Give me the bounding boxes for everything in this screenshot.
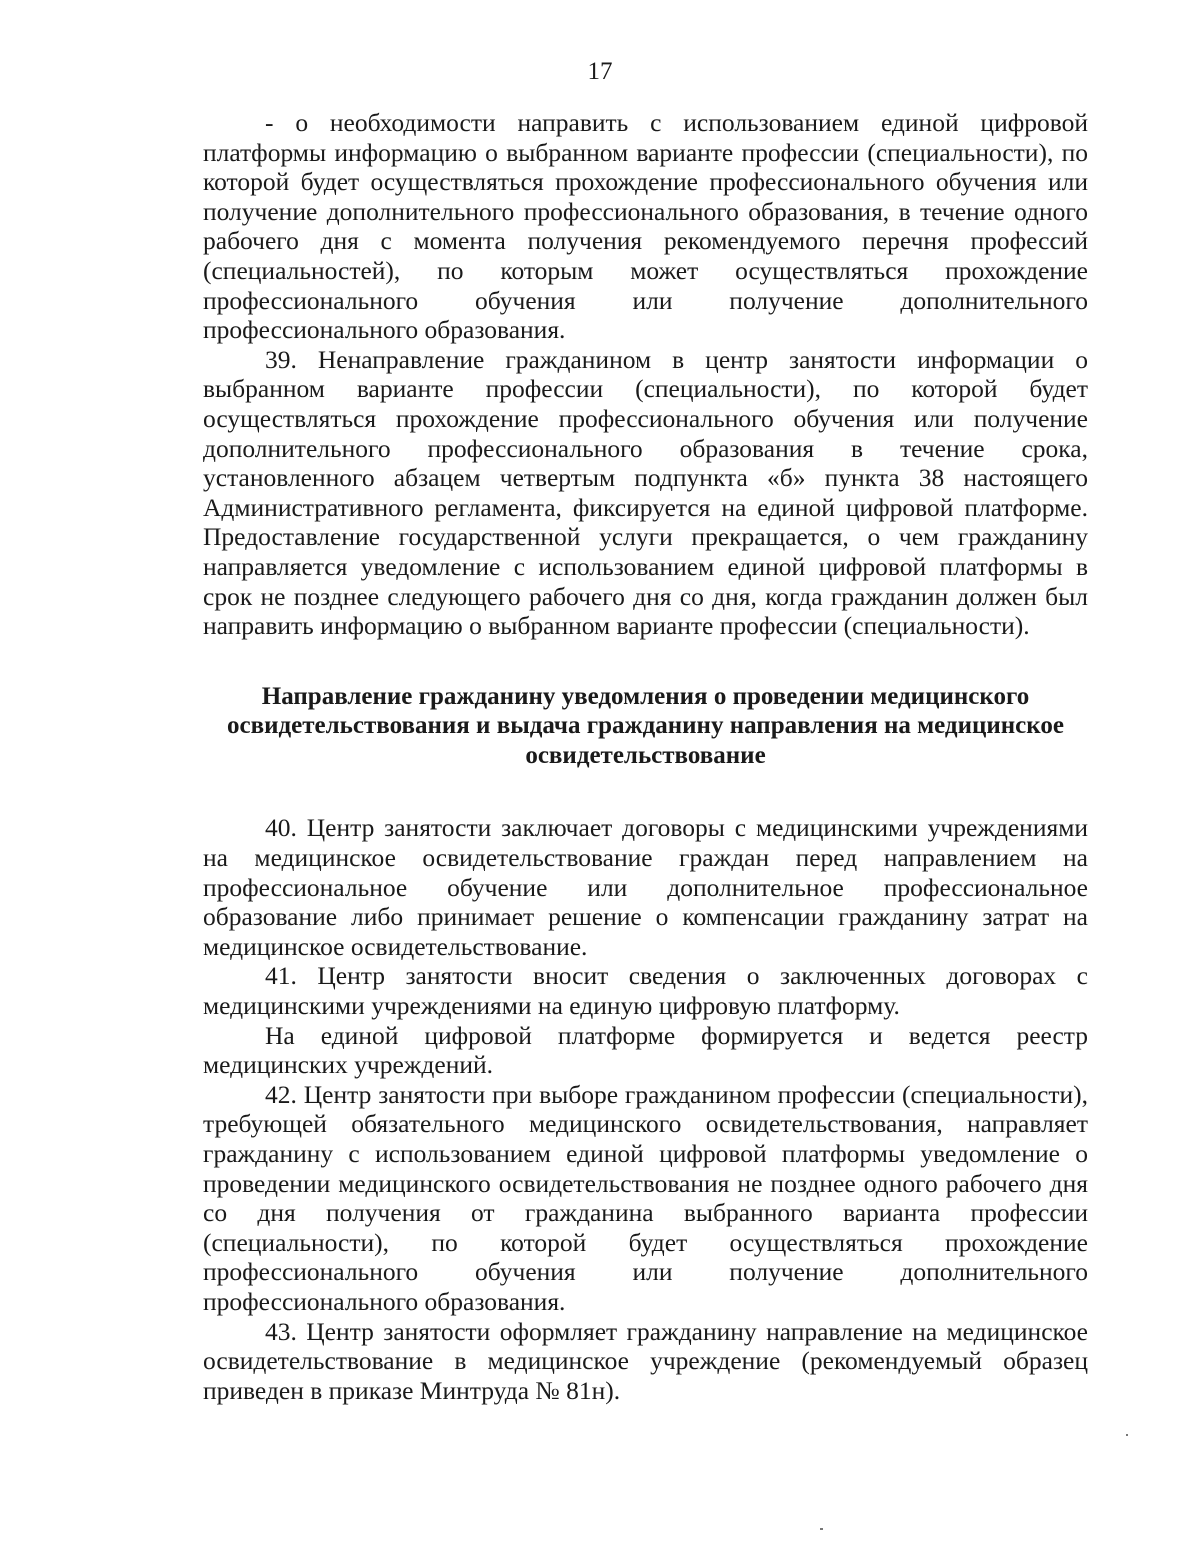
scan-speck (1126, 1434, 1128, 1436)
page-number: 17 (587, 58, 613, 85)
paragraph-39: 39. Ненаправление гражданином в центр занятости информации о выбранном варианте профессии (специальности), по которой будет осуществляться прохождение профессионального обучения или получение дополнительного профессионального образования в течение срока, установленного абзацем четвертым подпункта «б» пункта 38 настоящего Административного регламента, фиксируется на единой цифровой платформе. Предоставление государственной услуги прекращается, о чем гражданину направляется уведомление с использованием единой цифровой платформы в срок не позднее следующего рабочего дня со дня, когда гражданин должен был направить информацию о выбранном варианте профессии (специальности). (203, 344, 1088, 641)
heading-spacer (203, 770, 1088, 813)
scan-speck (820, 1528, 823, 1530)
section-heading: Направление гражданину уведомления о проведении медицинского освидетельствования и выдача гражданину направления на медицинское освидетельствование (227, 682, 1064, 769)
paragraph-registry: На единой цифровой платформе формируется и ведется реестр медицинских учреждений. (203, 1020, 1088, 1080)
paragraph-42: 42. Центр занятости при выборе гражданином профессии (специальности), требующей обязательного медицинского освидетельствования, направляет гражданину с использованием единой цифровой платформы уведомление о проведении медицинского освидетельствования не позднее одного рабочего дня со дня получения от гражданина выбранного варианта профессии (специальности), по которой будет осуществляться прохождение профессионального обучения или получение дополнительного профессионального образования. (203, 1079, 1088, 1316)
paragraph-40: 40. Центр занятости заключает договоры с медицинскими учреждениями на медицинское освидетельствование граждан перед направлением на профессиональное обучение или дополнительное профессиональное образование либо принимает решение о компенсации гражданину затрат на медицинское освидетельствование. (203, 813, 1088, 961)
paragraph-notice-choice: - о необходимости направить с использованием единой цифровой платформы информацию о выбранном варианте профессии (специальности), по которой будет осуществляться прохождение профессионального обучения или получение дополнительного профессионального образования, в течение одного рабочего дня с момента получения рекомендуемого перечня профессий (специальностей), по которым может осуществляться прохождение профессионального обучения или получение дополнительного профессионального образования. (203, 108, 1088, 345)
paragraph-43: 43. Центр занятости оформляет гражданину направление на медицинское освидетельствование в медицинское учреждение (рекомендуемый образец приведен в приказе Минтруда № 81н). (203, 1316, 1088, 1405)
paragraph-41: 41. Центр занятости вносит сведения о заключенных договорах с медицинскими учреждениями на единую цифровую платформу. (203, 961, 1088, 1021)
document-body (203, 108, 1088, 1405)
